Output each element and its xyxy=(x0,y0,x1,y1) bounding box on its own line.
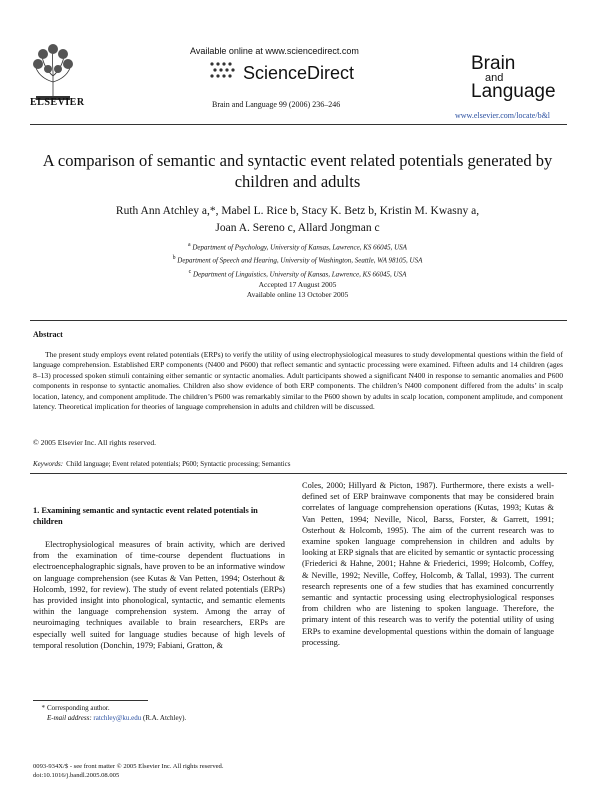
keywords-label: Keywords: xyxy=(33,460,64,468)
affiliation-a: $^a$ Department of Psychology, University of Kansas, Lawrence, KS 66045, USA xyxy=(188,242,407,252)
email-label: E-mail address: xyxy=(47,714,92,722)
keywords-list: Child language; Event related potentials; P600; Syntactic processing; Semantics xyxy=(66,460,291,468)
email-link[interactable]: ratchley@ku.edu xyxy=(93,714,142,722)
right-paragraph: Coles, 2000; Hillyard & Picton, 1987). Furthermore, there exists a well-defined set of ERP brainwave components that may be considered brain correlates of language comprehension operations (Kutas, 1993; Kutas & Van Petten, 1994; Neville, Nicol, Barss, Forster, & Garrett, 1991; Osterhout & Holcomb, 1995). The aim of the current research was to examine spoken language comprehension in children and adults by looking at ERP signals that are elicited by semantic or syntactic processing (Friederici & Hahne, 2001; Hahne & Friederici, 1999; Holcomb, Coffey, & Neville, 1992; Neville, Coffey, Holcomb, & Tallal, 1993). The current research represents one of a few studies that has examined concurrently semantic and syntactic processing using electrophysiological responses from children who are listening to spoken language. Therefore, the primary intent of this research was to verify the potential utility of using ERPs to examine developmental questions within the domain of language processing. xyxy=(302,481,554,647)
authors-line-1: Ruth Ann Atchley a,*, Mabel L. Rice b, Stacy K. Betz b, Kristin M. Kwasny a, xyxy=(115,205,480,217)
article-title: A comparison of semantic and syntactic event related potentials generated by children and adults xyxy=(42,151,553,191)
author-list xyxy=(30,203,565,237)
corresponding-author: Corresponding author. xyxy=(47,704,110,712)
abstract-body: The present study employs event related potentials (ERPs) to verify the utility of using electrophysiological measures to study developmental questions within the field of language comprehension. Established ERP components (N400 and P600) that reflect semantic and syntactic processing were examined. Fifteen adults and 14 children (ages 8–13) processed spoken stimuli containing either semantic or syntactic anomalies. Adult participants showed a significant N400 in response to semantic anomalies and P600 components in response to syntactic anomalies. Children also show evidence of both ERP components. The children’s N400 component differed from the adults’ in scalp location, latency, and component amplitude. The children’s P600 was remarkably similar to the P600 shown by adults in scalp location, component amplitude, and component latency. Theoretical implication for theories of language comprehension in adults and children will be discussed. xyxy=(33,350,563,412)
article-dates xyxy=(30,280,565,300)
abstract-heading: Abstract xyxy=(33,330,63,339)
footnote-marker: * xyxy=(41,704,45,712)
online-date: Available online 13 October 2005 xyxy=(246,290,349,299)
sciencedirect-dots-icon xyxy=(208,60,238,80)
issn-line: 0093-934X/$ - see front matter © 2005 Elsevier Inc. All rights reserved. xyxy=(33,763,224,770)
footnote-divider xyxy=(33,700,148,701)
abstract-top-divider xyxy=(30,320,567,321)
affiliation-c: $^c$ Department of Linguistics, University of Kansas, Lawrence, KS 66045, USA xyxy=(188,268,407,278)
doi-line: doi:10.1016/j.bandl.2005.08.005 xyxy=(33,772,120,779)
affiliations xyxy=(30,240,565,280)
affiliation-b: $^b$ Department of Speech and Hearing, University of Washington, Seattle, WA 98105, USA xyxy=(172,255,423,265)
email-suffix: (R.A. Atchley). xyxy=(143,714,187,722)
section-heading: 1. Examining semantic and syntactic event related potentials in children xyxy=(33,506,258,526)
elsevier-tree-logo xyxy=(30,42,76,102)
journal-title-logo xyxy=(471,53,556,102)
right-column xyxy=(302,480,554,648)
abstract-copyright: © 2005 Elsevier Inc. All rights reserved. xyxy=(33,438,157,447)
available-online-text: Available online at www.sciencedirect.com xyxy=(190,46,359,56)
page-footer xyxy=(33,762,224,780)
left-paragraph: Electrophysiological measures of brain activity, which are derived from the examination of time-course dependent fluctuations in electroencephalographic signals, have proven to be an informative window on language comprehension (see Kutas & Van Petten, 1994; Osterhout & Holcomb, 1992, for review). The study of event related potentials (ERPs) has provided insight into phonological, syntactic, and semantic elements within the language comprehension system. Among the array of neuroimaging techniques available to brain researchers, ERPs are especially well suited for language studies because of high levels of temporal resolution (Donchin, 1979; Fabiani, Gratton, & xyxy=(33,540,285,650)
journal-url-link[interactable]: www.elsevier.com/locate/b&l xyxy=(455,111,551,120)
footnote xyxy=(33,703,186,723)
accepted-date: Accepted 17 August 2005 xyxy=(258,280,337,289)
journal-title-language: Language xyxy=(471,81,556,102)
publisher-name: ELSEVIER xyxy=(30,97,85,108)
journal-title-brain: Brain xyxy=(471,53,516,74)
authors-line-2: Joan A. Sereno c, Allard Jongman c xyxy=(215,222,380,234)
left-column xyxy=(33,505,285,651)
header-divider xyxy=(30,124,567,125)
keywords xyxy=(33,460,290,468)
sciencedirect-logo-text: ScienceDirect xyxy=(243,63,355,83)
journal-title-and: and xyxy=(485,72,504,84)
journal-reference: Brain and Language 99 (2006) 236–246 xyxy=(212,100,341,109)
abstract-bottom-divider xyxy=(30,473,567,474)
